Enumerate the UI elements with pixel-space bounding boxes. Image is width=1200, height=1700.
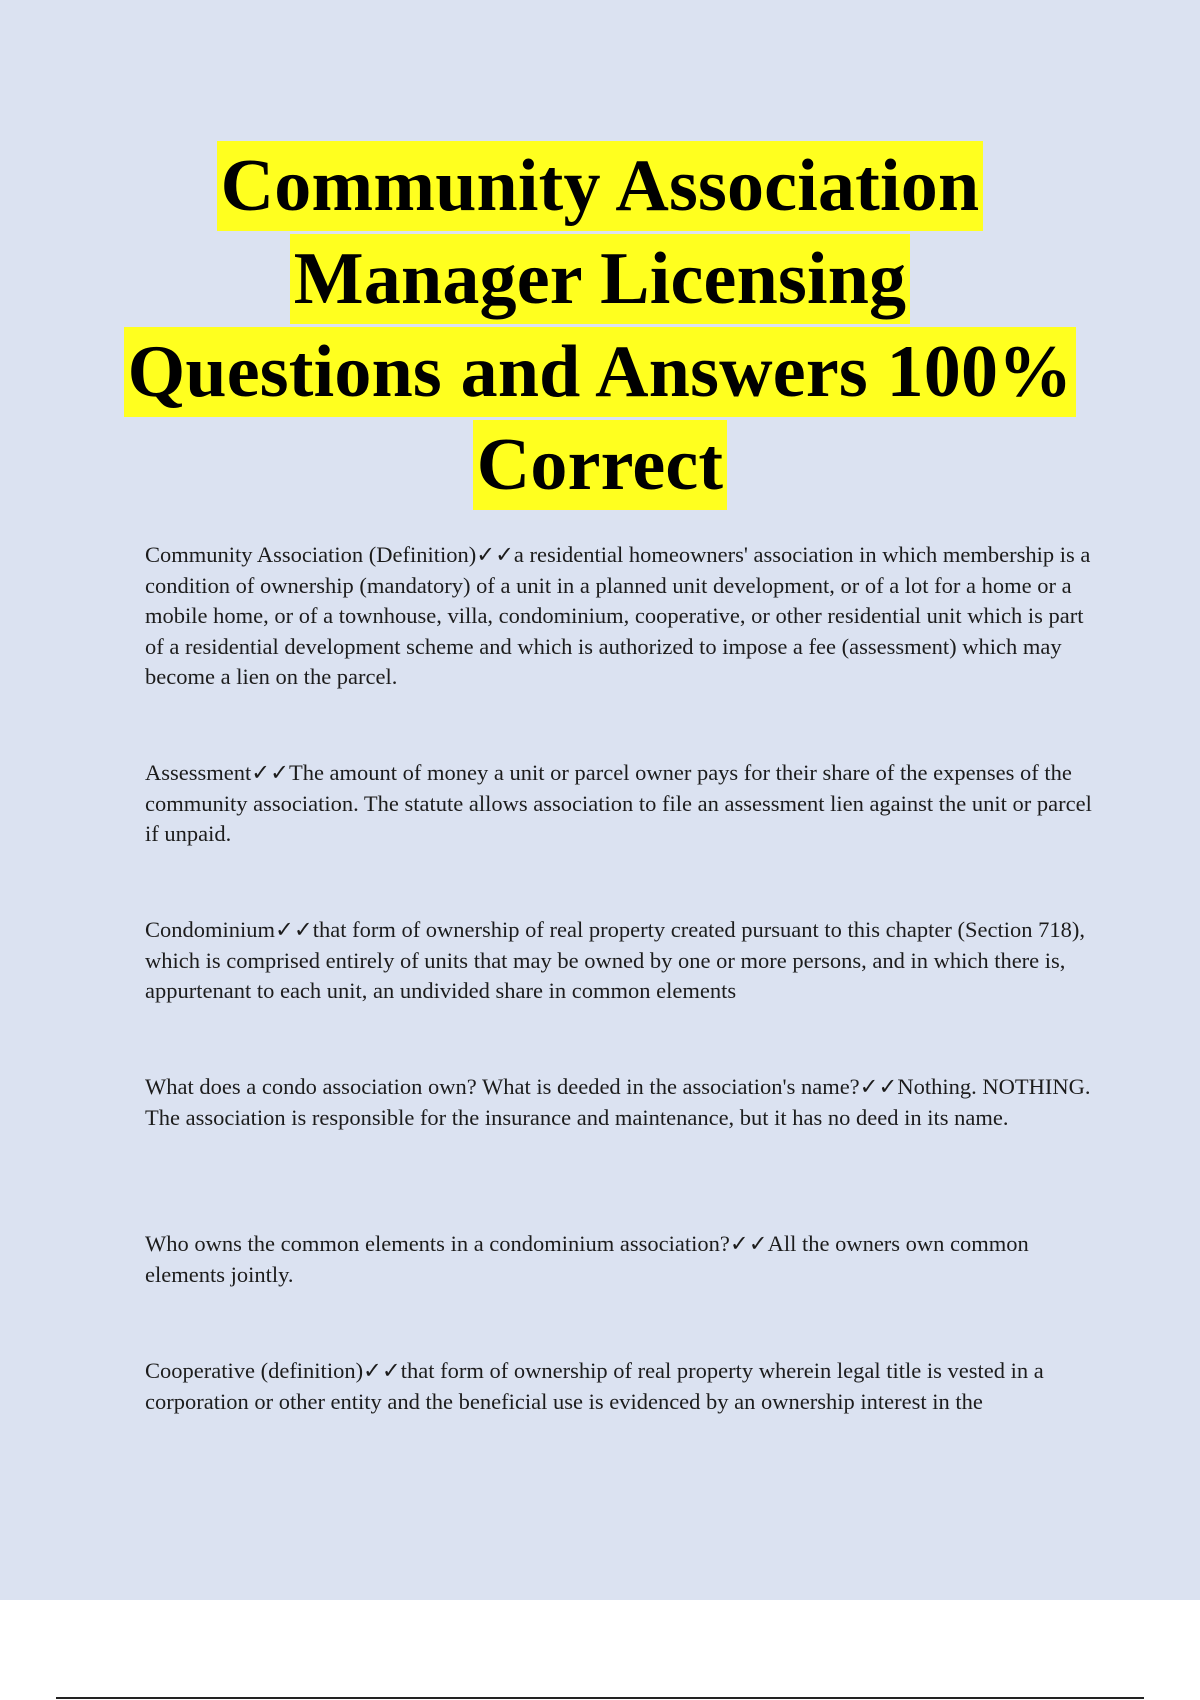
title-line [0, 419, 1200, 512]
qa-entry: Condominium✓✓that form of ownership of real property created pursuant to this chapter (Section 718), which is comprised entirely of units that may be owned by one or more persons, and in which there is, appurtenant to each unit, an undivided share in common elements [145, 917, 1085, 1003]
qa-entry: What does a condo association own? What is deeded in the association's name?✓✓Nothing. NOTHING. The association is responsible for the insurance and maintenance, but it has no deed in its name. [145, 1074, 1091, 1130]
qa-entry: Cooperative (definition)✓✓that form of ownership of real property wherein legal title is vested in a corporation or other entity and the beneficial use is evidenced by an ownership interest in the [145, 1358, 1044, 1414]
qa-entry: Assessment✓✓The amount of money a unit or parcel owner pays for their share of the expenses of the community association. The statute allows association to file an assessment lien against the unit or parcel if unpaid. [145, 760, 1092, 846]
footer-divider [56, 1697, 1144, 1699]
qa-entry: Community Association (Definition)✓✓a residential homeowners' association in which membership is a condition of ownership (mandatory) of a unit in a planned unit development, or of a lot for a home or a mobile home, or of a townhouse, villa, condominium, cooperative, or other residential unit which is part of a residential development scheme and which is authorized to impose a fee (assessment) which may become a lien on the parcel. [145, 542, 1091, 689]
title-line [0, 140, 1200, 233]
title-line-text: Questions and Answers 100% [124, 327, 1077, 417]
title-line-text: Correct [473, 420, 728, 510]
title-line-text: Manager Licensing [290, 234, 911, 324]
document-title [0, 140, 1200, 512]
title-line-text: Community Association [217, 141, 984, 231]
title-line [0, 326, 1200, 419]
qa-entry: Who owns the common elements in a condominium association?✓✓All the owners own common elements jointly. [145, 1231, 1029, 1287]
title-line [0, 233, 1200, 326]
